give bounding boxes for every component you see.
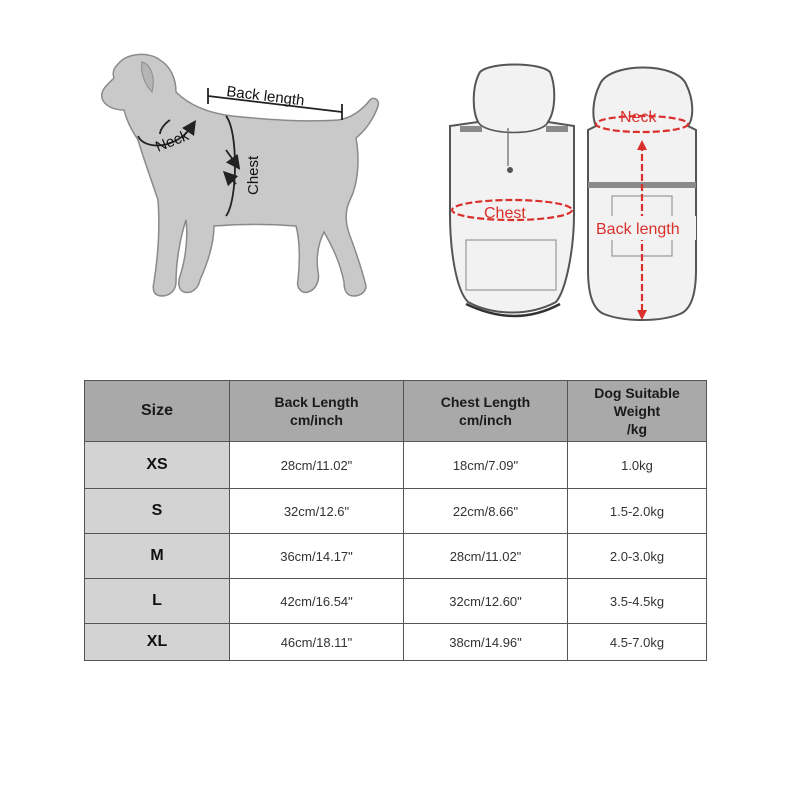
chest-length-cell: 28cm/11.02"	[404, 534, 568, 579]
table-row	[85, 442, 707, 489]
dog-back-length-label: Back length	[225, 83, 306, 110]
header-chest-length-line1: Chest Length	[440, 394, 531, 410]
chest-length-cell: 38cm/14.96"	[404, 624, 568, 661]
table-row	[85, 489, 707, 534]
coat-back-view	[588, 68, 696, 321]
table-header-row	[85, 381, 707, 442]
dog-and-coat-illustration	[0, 0, 800, 340]
chest-length-cell: 22cm/8.66"	[404, 489, 568, 534]
back-length-cell: 28cm/11.02"	[230, 442, 404, 489]
weight-cell: 2.0-3.0kg	[568, 534, 707, 579]
weight-cell: 1.5-2.0kg	[568, 489, 707, 534]
chest-length-cell: 18cm/7.09"	[404, 442, 568, 489]
weight-cell: 4.5-7.0kg	[568, 624, 707, 661]
weight-cell: 1.0kg	[568, 442, 707, 489]
chest-length-cell: 32cm/12.60"	[404, 579, 568, 624]
header-back-length	[230, 381, 404, 442]
back-length-cell: 42cm/16.54"	[230, 579, 404, 624]
size-cell: XL	[85, 624, 230, 661]
coat-back-length-label: Back length	[596, 221, 680, 238]
header-weight-line2: Weight	[613, 403, 661, 419]
header-size: Size	[85, 381, 230, 442]
size-cell: S	[85, 489, 230, 534]
table-row	[85, 624, 707, 661]
header-chest-length	[404, 381, 568, 442]
back-length-cell: 32cm/12.6"	[230, 489, 404, 534]
header-back-length-line2: cm/inch	[290, 412, 343, 428]
size-chart-table	[84, 380, 707, 661]
header-weight-line1: Dog Suitable	[594, 385, 680, 401]
back-length-cell: 46cm/18.11"	[230, 624, 404, 661]
back-length-cell: 36cm/14.17"	[230, 534, 404, 579]
size-cell: L	[85, 579, 230, 624]
measurement-diagram	[0, 0, 800, 340]
size-cell: XS	[85, 442, 230, 489]
coat-neck-label: Neck	[620, 109, 657, 126]
dog-neck-label: Neck	[153, 127, 192, 156]
table-row	[85, 579, 707, 624]
header-weight-line3: /kg	[626, 421, 648, 437]
header-chest-length-line2: cm/inch	[459, 412, 512, 428]
coat-front-view	[450, 65, 574, 317]
table-row	[85, 534, 707, 579]
weight-cell: 3.5-4.5kg	[568, 579, 707, 624]
header-weight	[568, 381, 707, 442]
dog-chest-label: Chest	[245, 155, 262, 195]
header-back-length-line1: Back Length	[274, 394, 359, 410]
size-cell: M	[85, 534, 230, 579]
coat-chest-label: Chest	[484, 205, 526, 222]
